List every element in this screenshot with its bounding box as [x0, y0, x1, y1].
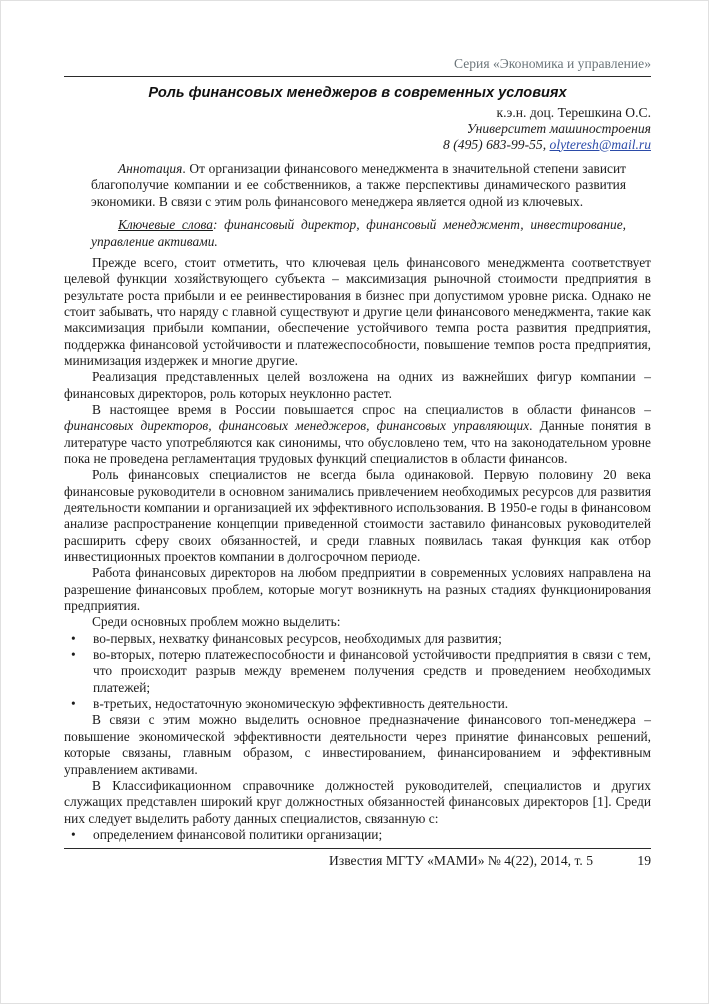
list-item-text: в-третьих, недостаточную экономическую эффективность деятельности. — [93, 696, 509, 712]
list-item-text: определением финансовой политики организации; — [93, 826, 383, 842]
paragraph — [64, 402, 651, 467]
paragraph: В связи с этим можно выделить основное предназначение финансового топ-менеджера – повышение экономической эффективности деятельности через принятие финансовых решений, которые связаны, главным образом, с инвестированием, финансированием и эффективным управлением активами. — [64, 712, 651, 777]
article-body — [64, 255, 651, 843]
footer-journal-title: Известия МГТУ «МАМИ» № 4(22), 2014, т. 5 — [329, 853, 593, 869]
paragraph: Работа финансовых директоров на любом предприятии в современных условиях направлена на разрешение финансовых проблем, которые могут возникнуть на разных стадиях функционирования предприятия. — [64, 565, 651, 614]
paragraph: Среди основных проблем можно выделить: — [92, 614, 341, 630]
keywords-text: : финансовый директор, финансовый менеджмент, инвестирование, управление активами. — [91, 217, 626, 249]
email-link[interactable]: olyteresh@mail.ru — [549, 136, 651, 152]
phone-number: 8 (495) 683-99-55, — [443, 136, 550, 152]
paragraph-italic-run: финансовых директоров, финансовых менеджеров, финансовых управляющих — [64, 418, 530, 434]
affiliation-line: Университет машиностроения — [466, 120, 651, 136]
page-footer — [64, 848, 651, 869]
paragraph: Роль финансовых специалистов не всегда была одинаковой. Первую половину 20 века финансовые руководители в основном занимались привлечением необходимых ресурсов для развития деятельности компании и организацией их эффективного использования. В 1950-е годы в финансовом анализе распространение концепции приведенной стоимости заставило финансовых руководителей расширить сферу своих обязанностей, и среди главных появилась такая функция как отбор инвестиционных проектов компании в долгосрочном периоде. — [64, 467, 651, 565]
article-title: Роль финансовых менеджеров в современных условиях — [148, 85, 567, 102]
paragraph: Реализация представленных целей возложена на одних из важнейших фигур компании – финансовых директоров, роль которых неуклонно растет. — [64, 369, 651, 401]
abstract-label: Аннотация — [118, 161, 183, 177]
abstract-text: . От организации финансового менеджмента в значительной степени зависит благополучие компании и ее собственников, а также перспективы динамического развития экономики. В связи с этим роль финансового менеджера является одной из ключевых. — [91, 161, 626, 209]
author-line: к.э.н. доц. Терешкина О.С. — [496, 105, 651, 121]
abstract-block — [91, 161, 626, 210]
bullet-icon: • — [71, 826, 76, 842]
list-item — [64, 696, 651, 712]
list-item-text: во-вторых, потерю платежеспособности и финансовой устойчивости предприятия в связи с тем, что происходит разрыв между временем получения средств и проведением необходимых платежей; — [93, 647, 651, 695]
bullet-icon: • — [71, 630, 76, 646]
duties-bullet-list — [64, 827, 651, 843]
series-header-label: Серия «Экономика и управление» — [453, 56, 651, 71]
footer-page-number: 19 — [637, 853, 651, 869]
byline-block — [64, 105, 651, 152]
bullet-icon: • — [71, 647, 76, 663]
list-item — [64, 631, 651, 647]
abstract-paragraph — [91, 161, 626, 210]
list-item — [64, 647, 651, 696]
list-item-text: во-первых, нехватку финансовых ресурсов, необходимых для развития; — [93, 630, 502, 646]
keywords-block — [91, 217, 626, 250]
list-item — [64, 827, 651, 843]
bullet-icon: • — [71, 696, 76, 712]
keywords-label: Ключевые слова — [118, 217, 213, 233]
contact-line — [64, 137, 651, 153]
paragraph: В Классификационном справочнике должностей руководителей, специалистов и других служащих представлен широкий круг должностных обязанностей финансовых директоров [1]. Среди них следует выделить работу данных специалистов, связанную с: — [64, 777, 651, 826]
paragraph: Прежде всего, стоит отметить, что ключевая цель финансового менеджмента соответствует целевой функции хозяйствующего субъекта – максимизация рыночной стоимости предприятия в результате роста прибыли и ее реинвестирования в бизнес при допустимом уровне риска. Однако не стоит забывать, что наряду с главной существуют и другие цели финансового менеджмента, такие как максимизация прибыли компании, обеспечение устойчивого темпа роста развития предприятия, поддержка финансовой устойчивости и платежеспособности, повышение темпов роста предприятия, минимизация издержек и многие другие. — [64, 254, 651, 368]
paragraph-text: В настоящее время в России повышается спрос на специалистов в области финансов – — [92, 401, 651, 417]
paragraph-text: . Данные понятия в литературе часто употребляются как синонимы, что обусловлено тем, что на законодательном уровне пока не проведена регламентация трудовых функций специалистов в области финансов. — [64, 418, 651, 466]
problems-bullet-list — [64, 631, 651, 713]
series-header — [64, 56, 651, 77]
